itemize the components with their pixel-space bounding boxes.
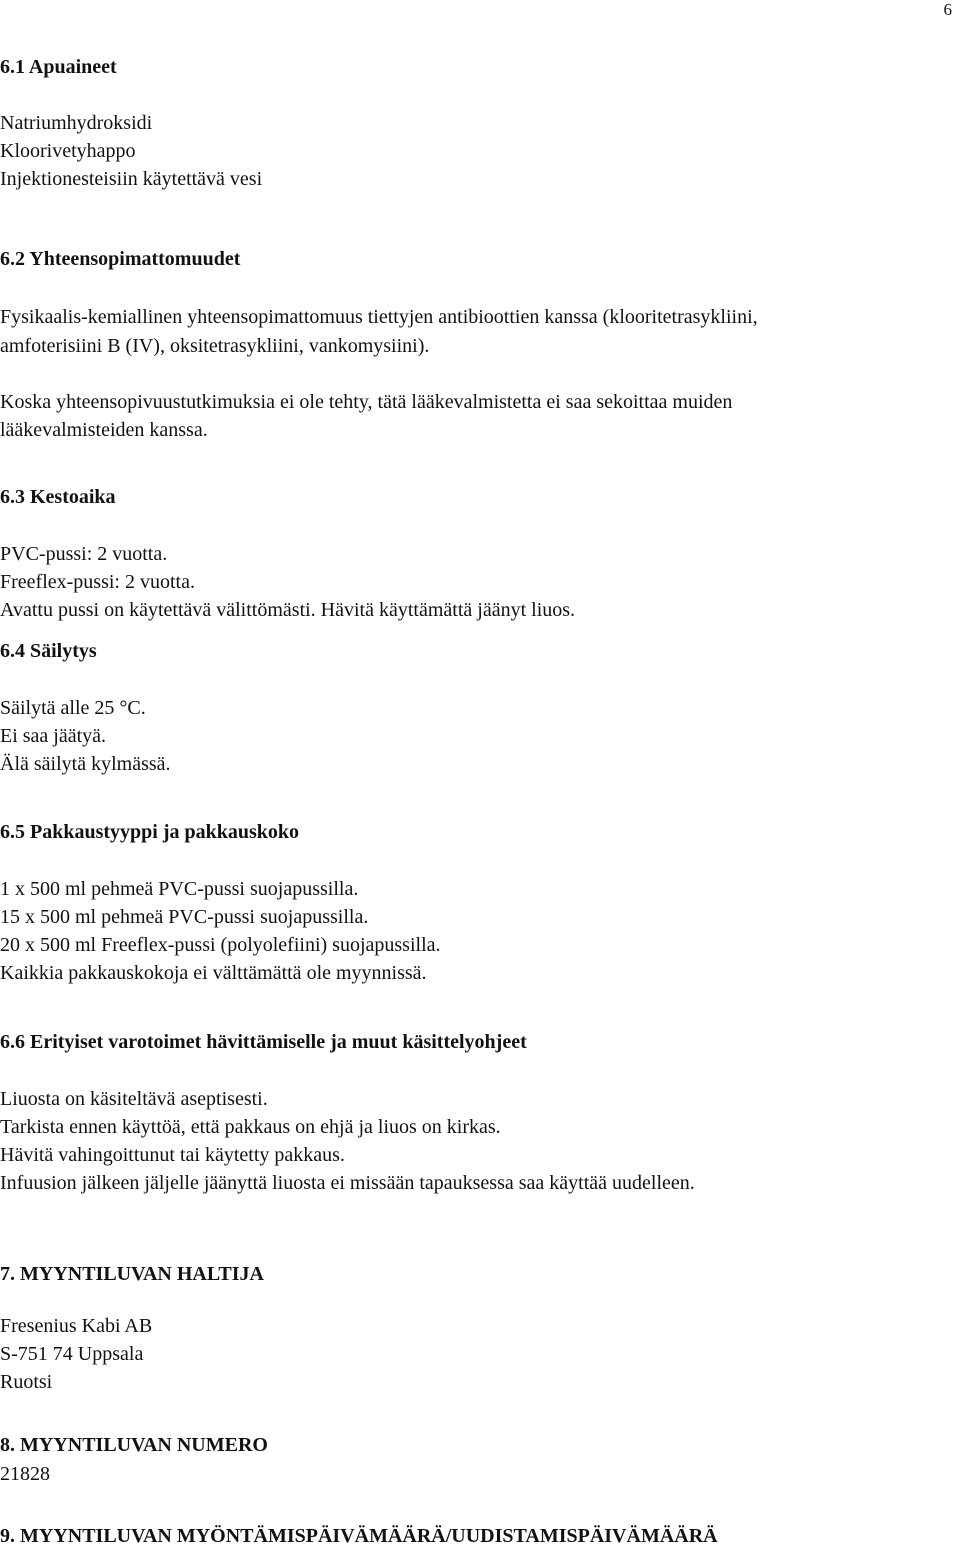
section-6-3-heading: 6.3 Kestoaika <box>0 486 116 508</box>
section-6-1-line: Injektionesteisiin käytettävä vesi <box>0 168 263 190</box>
section-6-1-heading: 6.1 Apuaineet <box>0 56 117 78</box>
section-6-5-line: Kaikkia pakkauskokoja ei välttämättä ole myynnissä. <box>0 962 427 984</box>
section-7-line: S-751 74 Uppsala <box>0 1343 144 1365</box>
section-6-2-line: amfoterisiini B (IV), oksitetrasykliini, vankomysiini). <box>0 335 430 357</box>
section-8-line: 21828 <box>0 1463 50 1485</box>
section-6-2-line: Fysikaalis-kemiallinen yhteensopimattomuus tiettyjen antibioottien kanssa (klooritetrasykliini, <box>0 306 758 328</box>
section-6-6-line: Liuosta on käsiteltävä aseptisesti. <box>0 1088 268 1110</box>
section-6-1-line: Kloorivetyhappo <box>0 140 136 162</box>
section-6-3-line: Freeflex-pussi: 2 vuotta. <box>0 571 195 593</box>
section-6-1-line: Natriumhydroksidi <box>0 112 153 134</box>
section-8-heading: 8. MYYNTILUVAN NUMERO <box>0 1434 268 1456</box>
section-6-6-line: Infuusion jälkeen jäljelle jäänyttä liuosta ei missään tapauksessa saa käyttää uudelleen. <box>0 1172 695 1194</box>
section-6-2-line: Koska yhteensopivuustutkimuksia ei ole tehty, tätä lääkevalmistetta ei saa sekoittaa muiden <box>0 391 733 413</box>
page-number: 6 <box>943 0 952 19</box>
section-6-2-heading: 6.2 Yhteensopimattomuudet <box>0 248 241 270</box>
section-6-2-line: lääkevalmisteiden kanssa. <box>0 419 208 441</box>
section-6-4-line: Ei saa jäätyä. <box>0 725 107 747</box>
section-6-3-line: Avattu pussi on käytettävä välittömästi. Hävitä käyttämättä jäänyt liuos. <box>0 599 576 621</box>
section-9-heading: 9. MYYNTILUVAN MYÖNTÄMISPÄIVÄMÄÄRÄ/UUDISTAMISPÄIVÄMÄÄRÄ <box>0 1525 718 1547</box>
section-7-line: Fresenius Kabi AB <box>0 1315 153 1337</box>
section-6-6-line: Hävitä vahingoittunut tai käytetty pakkaus. <box>0 1144 345 1166</box>
section-6-3-line: PVC-pussi: 2 vuotta. <box>0 543 168 565</box>
section-6-4-heading: 6.4 Säilytys <box>0 640 97 662</box>
section-6-6-line: Tarkista ennen käyttöä, että pakkaus on ehjä ja liuos on kirkas. <box>0 1116 501 1138</box>
section-6-5-line: 20 x 500 ml Freeflex-pussi (polyolefiini) suojapussilla. <box>0 934 441 956</box>
section-6-5-line: 15 x 500 ml pehmeä PVC-pussi suojapussilla. <box>0 906 369 928</box>
section-7-line: Ruotsi <box>0 1371 53 1393</box>
section-6-6-heading: 6.6 Erityiset varotoimet hävittämiselle ja muut käsittelyohjeet <box>0 1031 527 1053</box>
section-6-5-line: 1 x 500 ml pehmeä PVC-pussi suojapussilla. <box>0 878 359 900</box>
section-6-5-heading: 6.5 Pakkaustyyppi ja pakkauskoko <box>0 821 300 843</box>
section-6-4-line: Älä säilytä kylmässä. <box>0 753 171 775</box>
section-6-4-line: Säilytä alle 25 °C. <box>0 697 146 719</box>
section-7-heading: 7. MYYNTILUVAN HALTIJA <box>0 1263 264 1285</box>
